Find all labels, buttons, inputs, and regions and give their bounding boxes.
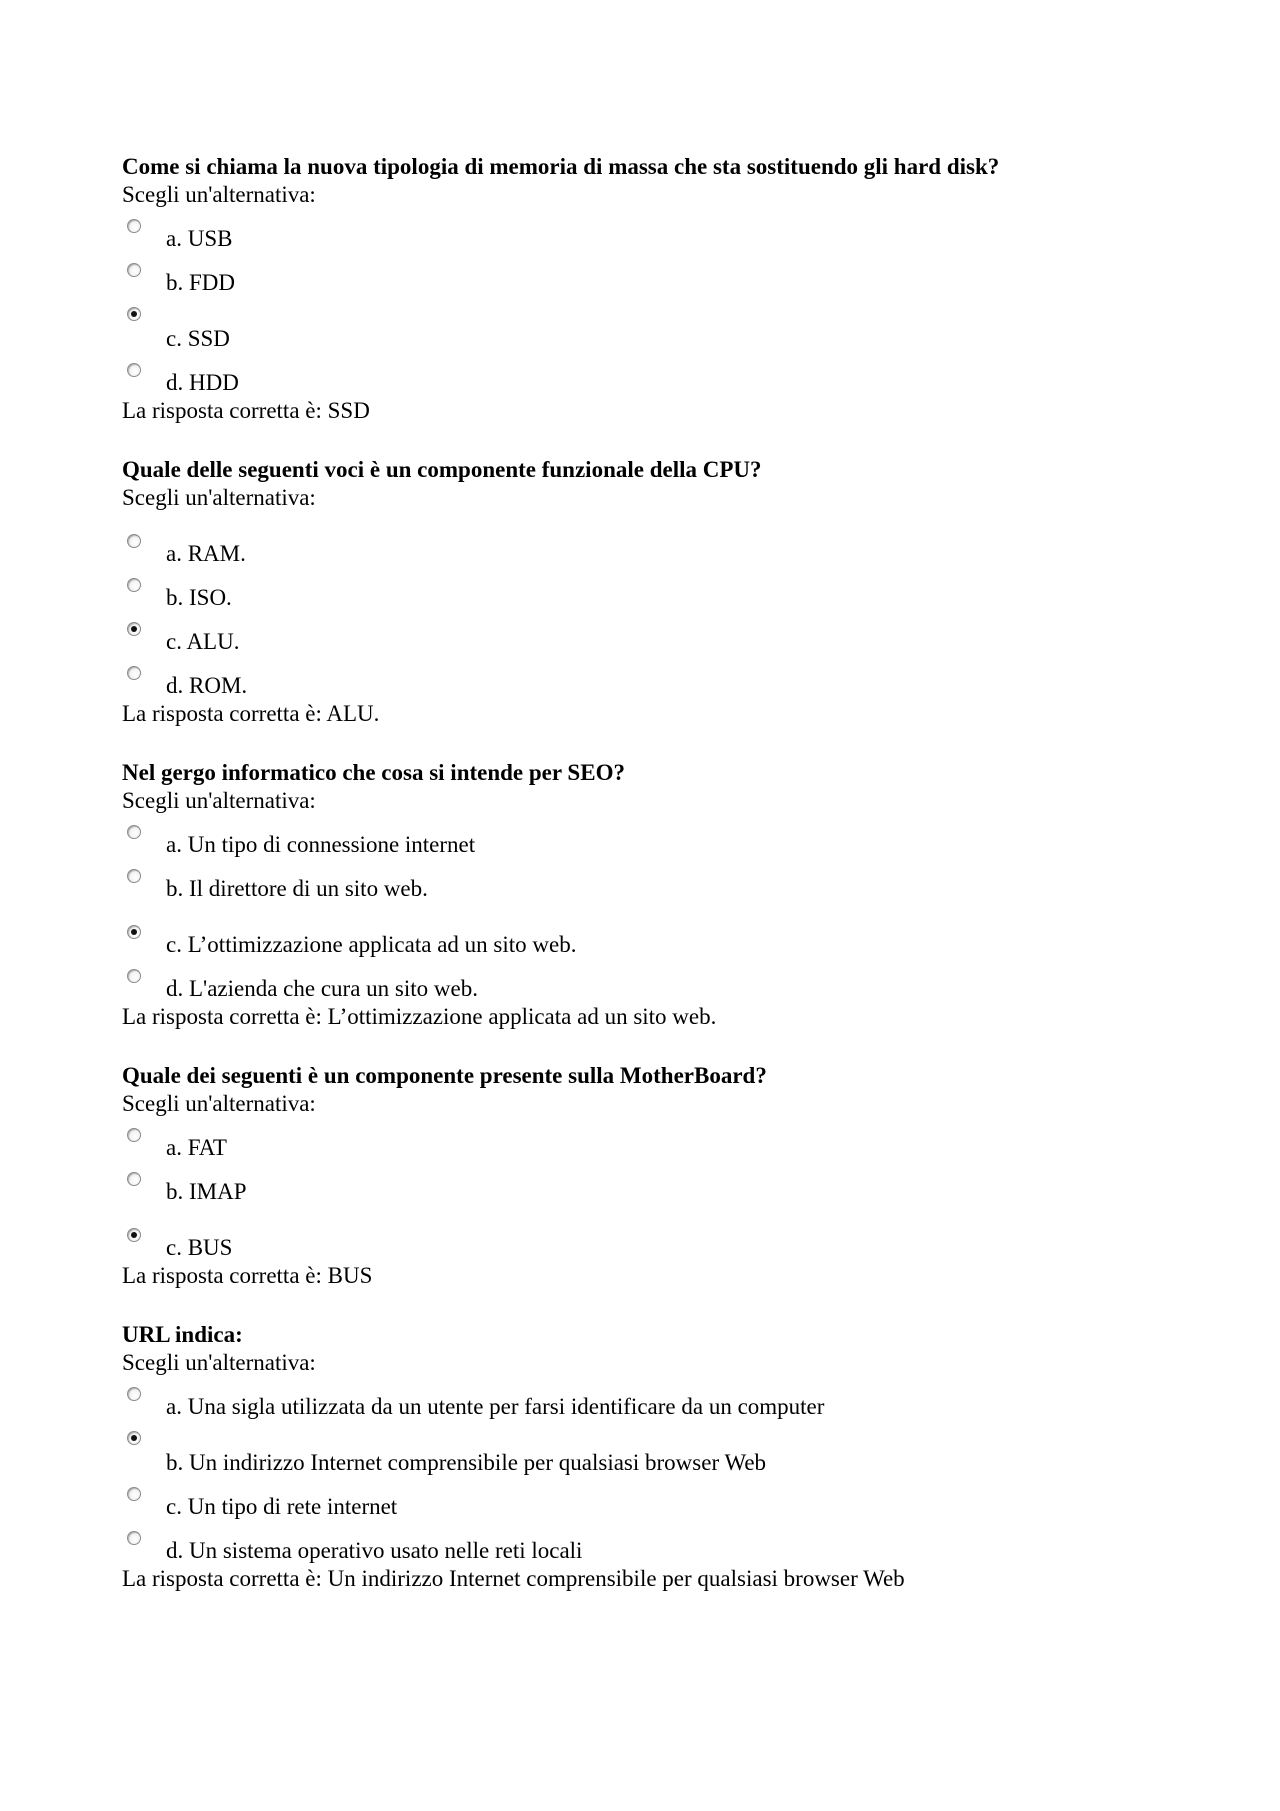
option-label: a. Una sigla utilizzata da un utente per farsi identificare da un computer <box>166 1394 825 1419</box>
option-b[interactable] <box>122 1421 1222 1477</box>
radio-button-selected[interactable] <box>127 1431 141 1445</box>
radio-button[interactable] <box>127 534 141 548</box>
radio-button[interactable] <box>127 825 141 839</box>
option-label: b. Il direttore di un sito web. <box>166 876 428 901</box>
correct-answer: La risposta corretta è: SSD <box>122 398 370 423</box>
option-c[interactable] <box>122 297 1222 353</box>
radio-button[interactable] <box>127 363 141 377</box>
question-prompt: Scegli un'alternativa: <box>122 1350 316 1375</box>
radio-button-selected[interactable] <box>127 1228 141 1242</box>
option-b[interactable] <box>122 859 1222 903</box>
question-text: URL indica: <box>122 1322 243 1347</box>
option-c[interactable] <box>122 1477 1222 1521</box>
correct-answer: La risposta corretta è: ALU. <box>122 701 380 726</box>
radio-button[interactable] <box>127 1531 141 1545</box>
option-label: d. HDD <box>166 370 239 395</box>
radio-button[interactable] <box>127 1172 141 1186</box>
option-label: b. Un indirizzo Internet comprensibile per qualsiasi browser Web <box>166 1450 767 1475</box>
option-b[interactable] <box>122 1162 1222 1206</box>
option-label: a. RAM. <box>166 541 246 566</box>
correct-answer: La risposta corretta è: L’ottimizzazione applicata ad un sito web. <box>122 1004 717 1029</box>
question-text: Nel gergo informatico che cosa si intende per SEO? <box>122 760 625 785</box>
radio-button[interactable] <box>127 969 141 983</box>
question-text: Come si chiama la nuova tipologia di memoria di massa che sta sostituendo gli hard disk? <box>122 154 1000 179</box>
option-c[interactable] <box>122 903 1222 959</box>
question-4 <box>122 1062 1222 1290</box>
question-3 <box>122 759 1222 1031</box>
radio-button-selected[interactable] <box>127 925 141 939</box>
option-d[interactable] <box>122 353 1222 397</box>
option-label: c. SSD <box>166 326 230 351</box>
radio-button[interactable] <box>127 666 141 680</box>
option-b[interactable] <box>122 568 1222 612</box>
option-b[interactable] <box>122 253 1222 297</box>
radio-button[interactable] <box>127 1128 141 1142</box>
radio-button-selected[interactable] <box>127 307 141 321</box>
radio-button[interactable] <box>127 219 141 233</box>
option-label: d. Un sistema operativo usato nelle reti locali <box>166 1538 583 1563</box>
radio-button[interactable] <box>127 869 141 883</box>
option-d[interactable] <box>122 656 1222 700</box>
option-label: a. FAT <box>166 1135 227 1160</box>
radio-button[interactable] <box>127 578 141 592</box>
option-label: c. ALU. <box>166 629 240 654</box>
option-c[interactable] <box>122 1206 1222 1262</box>
question-prompt: Scegli un'alternativa: <box>122 1091 316 1116</box>
correct-answer: La risposta corretta è: BUS <box>122 1263 373 1288</box>
radio-button[interactable] <box>127 1387 141 1401</box>
radio-button[interactable] <box>127 263 141 277</box>
option-d[interactable] <box>122 959 1222 1003</box>
question-prompt: Scegli un'alternativa: <box>122 788 316 813</box>
correct-answer: La risposta corretta è: Un indirizzo Internet comprensibile per qualsiasi browser Web <box>122 1566 905 1591</box>
option-label: d. ROM. <box>166 673 248 698</box>
question-2 <box>122 456 1222 728</box>
option-a[interactable] <box>122 1377 1222 1421</box>
option-label: c. BUS <box>166 1235 233 1260</box>
quiz-container <box>122 153 1222 1624</box>
option-label: b. FDD <box>166 270 236 295</box>
question-prompt: Scegli un'alternativa: <box>122 182 316 207</box>
question-1 <box>122 153 1222 425</box>
option-label: b. IMAP <box>166 1179 247 1204</box>
option-label: c. L’ottimizzazione applicata ad un sito web. <box>166 932 577 957</box>
option-label: c. Un tipo di rete internet <box>166 1494 398 1519</box>
option-a[interactable] <box>122 815 1222 859</box>
option-label: b. ISO. <box>166 585 232 610</box>
option-label: d. L'azienda che cura un sito web. <box>166 976 478 1001</box>
option-c[interactable] <box>122 612 1222 656</box>
option-d[interactable] <box>122 1521 1222 1565</box>
question-text: Quale dei seguenti è un componente presente sulla MotherBoard? <box>122 1063 767 1088</box>
option-a[interactable] <box>122 512 1222 568</box>
question-prompt: Scegli un'alternativa: <box>122 485 316 510</box>
radio-button-selected[interactable] <box>127 622 141 636</box>
option-a[interactable] <box>122 1118 1222 1162</box>
option-label: a. Un tipo di connessione internet <box>166 832 476 857</box>
question-text: Quale delle seguenti voci è un componente funzionale della CPU? <box>122 457 762 482</box>
option-a[interactable] <box>122 209 1222 253</box>
radio-button[interactable] <box>127 1487 141 1501</box>
option-label: a. USB <box>166 226 233 251</box>
question-5 <box>122 1321 1222 1593</box>
